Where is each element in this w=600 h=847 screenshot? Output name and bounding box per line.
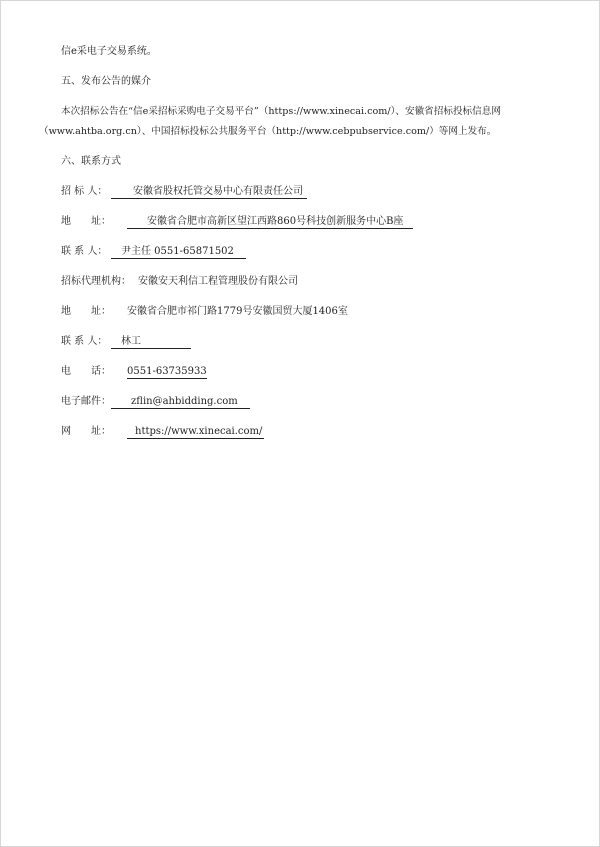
contact-value: 尹主任 0551-65871502: [111, 245, 246, 259]
contact-row-agency-person: [61, 335, 107, 349]
contact-row-agency-address: [61, 305, 111, 319]
contact-value-phone: [127, 365, 207, 379]
contact-value: zflin@ahbidding.com: [111, 395, 250, 409]
contact-row-phone: [61, 365, 111, 379]
contact-row-address: [61, 215, 111, 229]
contact-value: 安徽省股权托管交易中心有限责任公司: [111, 185, 307, 199]
contact-value: https://www.xinecai.com/: [127, 425, 264, 439]
contact-label: 联 系 人：: [61, 246, 108, 257]
contact-row-website: [61, 425, 111, 439]
contact-row-agency: [61, 275, 131, 289]
paragraph-line-2: （www.ahtba.org.cn）、中国招标投标公共服务平台（http://www.cebpubservice.com/）等网上发布。: [39, 126, 497, 137]
contact-label: 招标代理机构：: [61, 276, 131, 287]
contact-value-address: [127, 215, 413, 229]
contact-label: 网 址：: [61, 426, 111, 437]
contact-value: 安徽省合肥市高新区望江西路860号科技创新服务中心B座: [127, 215, 413, 229]
contact-label: 电 话：: [61, 366, 111, 377]
contact-value-person: [111, 245, 246, 259]
contact-label: 地 址：: [61, 306, 111, 317]
contact-value-tenderer: [111, 185, 307, 199]
contact-row-email: [61, 395, 111, 409]
contact-row-person: [61, 245, 107, 259]
section-title-contact: 六、联系方式: [61, 156, 121, 167]
contact-value: 安徽省合肥市祁门路1779号安徽国贸大厦1406室: [127, 306, 348, 317]
section-title-media: 五、发布公告的媒介: [61, 76, 151, 87]
contact-value: 安徽安天利信工程管理股份有限公司: [138, 276, 298, 287]
contact-value-agency-address: [127, 305, 348, 319]
contact-label: 招 标 人：: [61, 186, 108, 197]
contact-value: 0551-63735933: [127, 366, 207, 377]
contact-value-agency-person: [111, 335, 191, 349]
contact-value-website: [127, 425, 264, 439]
contact-label: 联 系 人：: [61, 336, 108, 347]
paragraph-line-1: 本次招标公告在“信e采招标采购电子交易平台”（https://www.xinecai.com/）、安徽省招标投标信息网: [61, 106, 501, 117]
contact-label: 电子邮件：: [61, 396, 111, 407]
contact-value-email: [111, 395, 250, 409]
contact-label: 地 址：: [61, 216, 111, 227]
contact-value-agency: [138, 275, 298, 289]
text-line-system: 信e采电子交易系统。: [61, 46, 157, 57]
contact-value: 林工: [111, 335, 191, 349]
contact-row-tenderer: [61, 185, 107, 199]
